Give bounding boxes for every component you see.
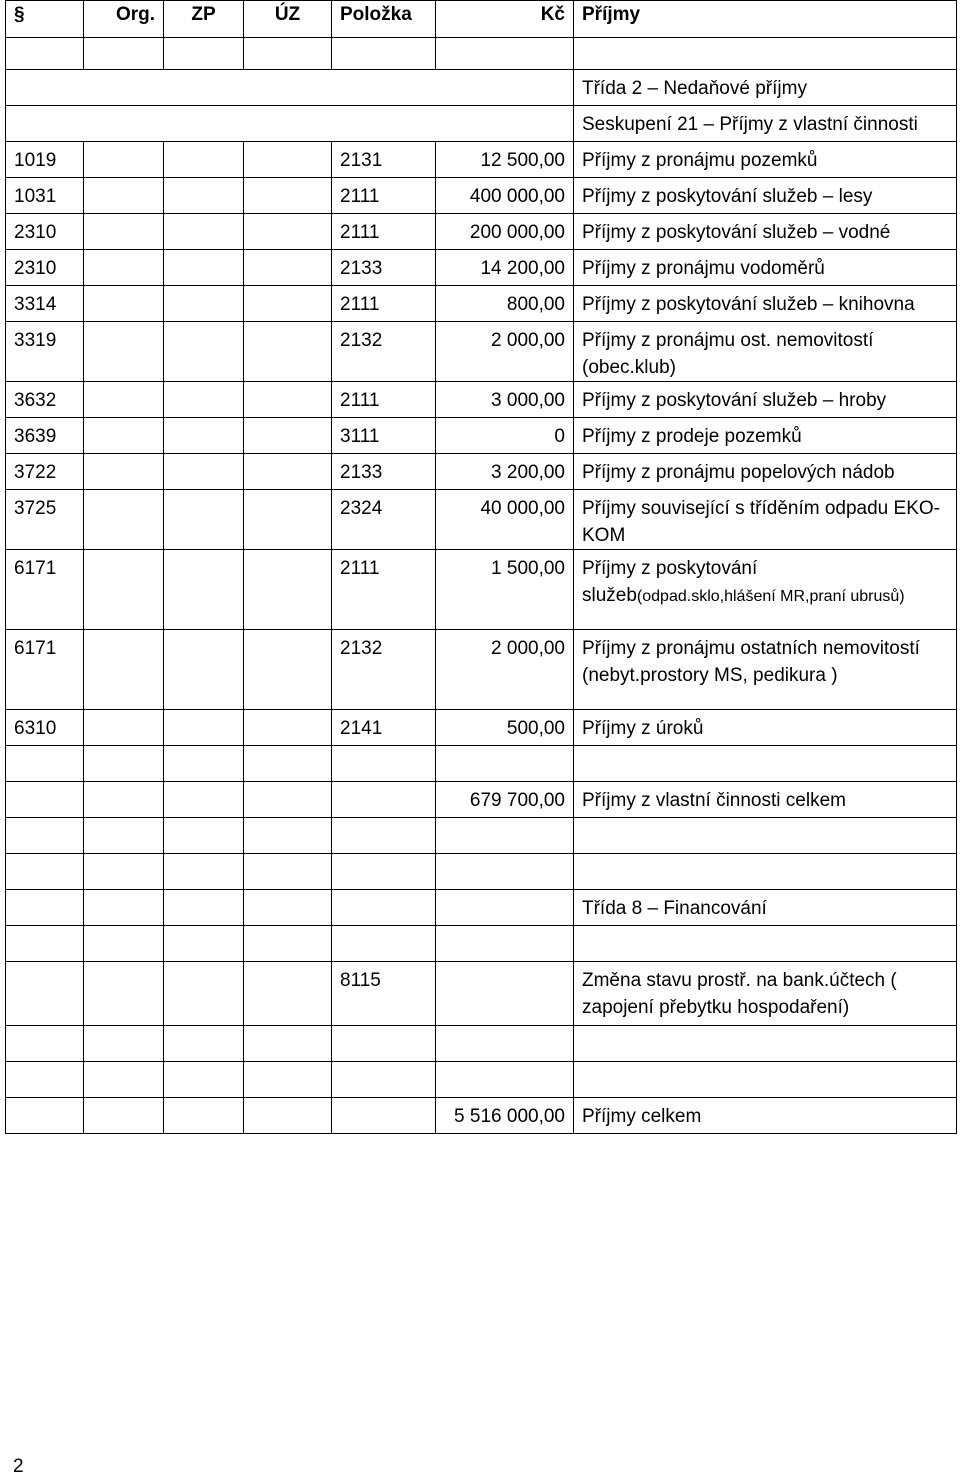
class8-pol: 8115: [332, 962, 436, 1026]
row-org: [84, 142, 164, 178]
row-uz: [244, 454, 332, 490]
row-zp: [164, 550, 244, 630]
row-uz: [244, 178, 332, 214]
table-header-row: [6, 1, 957, 38]
class8-title-row: [6, 890, 957, 926]
row-kc: 500,00: [436, 710, 574, 746]
table-row: [6, 214, 957, 250]
row-uz: [244, 550, 332, 630]
empty-row: [6, 854, 957, 890]
row-org: [84, 418, 164, 454]
row-org: [84, 630, 164, 710]
revenue-table: [5, 0, 957, 1134]
row-paragraph: 1019: [6, 142, 84, 178]
row-kc: 2 000,00: [436, 322, 574, 382]
row-org: [84, 490, 164, 550]
header-polozka: Položka: [332, 1, 436, 38]
table-row: [6, 178, 957, 214]
row-org: [84, 550, 164, 630]
row-zp: [164, 454, 244, 490]
row-description: Příjmy z prodeje pozemků: [574, 418, 957, 454]
row-kc: 0: [436, 418, 574, 454]
row-uz: [244, 250, 332, 286]
empty-row: [6, 38, 957, 70]
class2-title-row: [6, 70, 957, 106]
row-kc: 3 000,00: [436, 382, 574, 418]
table-row: [6, 630, 957, 710]
subtotal-kc: 679 700,00: [436, 782, 574, 818]
row-zp: [164, 490, 244, 550]
row-org: [84, 286, 164, 322]
group-title: Seskupení 21 – Příjmy z vlastní činnosti: [574, 106, 957, 142]
row-zp: [164, 250, 244, 286]
row-paragraph: 3319: [6, 322, 84, 382]
row-description: Příjmy z úroků: [574, 710, 957, 746]
row-polozka: 2324: [332, 490, 436, 550]
row-org: [84, 214, 164, 250]
empty-row: [6, 1026, 957, 1062]
row-org: [84, 250, 164, 286]
class8-row: [6, 962, 957, 1026]
class8-title: Třída 8 – Financování: [574, 890, 957, 926]
row-polozka: 2133: [332, 250, 436, 286]
row-zp: [164, 286, 244, 322]
total-kc: 5 516 000,00: [436, 1098, 574, 1134]
row-kc: 3 200,00: [436, 454, 574, 490]
row-paragraph: 6171: [6, 630, 84, 710]
row-paragraph: 3722: [6, 454, 84, 490]
row-kc: 12 500,00: [436, 142, 574, 178]
header-paragraph: §: [6, 1, 84, 38]
row-polozka: 2111: [332, 550, 436, 630]
row-zp: [164, 214, 244, 250]
empty-row: [6, 746, 957, 782]
row-kc: 40 000,00: [436, 490, 574, 550]
class8-desc: Změna stavu prostř. na bank.účtech ( zapojení přebytku hospodaření): [574, 962, 957, 1026]
table-row: [6, 286, 957, 322]
header-prijmy: Příjmy: [574, 1, 957, 38]
row-polozka: 2141: [332, 710, 436, 746]
row-org: [84, 710, 164, 746]
empty-row: [6, 1062, 957, 1098]
table-row: [6, 322, 957, 382]
row-polozka: 2132: [332, 322, 436, 382]
row-polozka: 2133: [332, 454, 436, 490]
table-row: [6, 382, 957, 418]
row-description-main: Příjmy z poskytování služeb: [582, 558, 758, 606]
table-row: [6, 250, 957, 286]
row-zp: [164, 322, 244, 382]
row-description: Příjmy z pronájmu ostatních nemovitostí (nebyt.prostory MS, pedikura ): [574, 630, 957, 710]
empty-row: [6, 818, 957, 854]
subtotal-label: Příjmy z vlastní činnosti celkem: [574, 782, 957, 818]
page-number: 2: [13, 1456, 24, 1477]
row-description: Příjmy z poskytování služeb – knihovna: [574, 286, 957, 322]
class2-title: Třída 2 – Nedaňové příjmy: [574, 70, 957, 106]
empty-row: [6, 926, 957, 962]
row-polozka: 2132: [332, 630, 436, 710]
row-paragraph: 2310: [6, 214, 84, 250]
table-row: [6, 490, 957, 550]
row-description: Příjmy z pronájmu popelových nádob: [574, 454, 957, 490]
table-row: [6, 418, 957, 454]
row-kc: 200 000,00: [436, 214, 574, 250]
row-kc: 1 500,00: [436, 550, 574, 630]
header-org: Org.: [84, 1, 164, 38]
row-uz: [244, 142, 332, 178]
row-zp: [164, 178, 244, 214]
row-description: [574, 550, 957, 630]
row-org: [84, 454, 164, 490]
row-uz: [244, 382, 332, 418]
row-uz: [244, 710, 332, 746]
row-polozka: 2111: [332, 286, 436, 322]
row-polozka: 2111: [332, 178, 436, 214]
row-description: Příjmy z poskytování služeb – hroby: [574, 382, 957, 418]
row-paragraph: 2310: [6, 250, 84, 286]
row-uz: [244, 418, 332, 454]
row-description: Příjmy z poskytování služeb – vodné: [574, 214, 957, 250]
table-row: [6, 142, 957, 178]
row-paragraph: 3725: [6, 490, 84, 550]
row-description: Příjmy související s tříděním odpadu EKO-KOM: [574, 490, 957, 550]
row-zp: [164, 630, 244, 710]
table-row: [6, 550, 957, 630]
row-uz: [244, 490, 332, 550]
row-zp: [164, 142, 244, 178]
total-label: Příjmy celkem: [574, 1098, 957, 1134]
row-kc: 2 000,00: [436, 630, 574, 710]
row-kc: 14 200,00: [436, 250, 574, 286]
group-title-row: [6, 106, 957, 142]
row-zp: [164, 418, 244, 454]
row-kc: 400 000,00: [436, 178, 574, 214]
row-polozka: 2111: [332, 214, 436, 250]
total-row: [6, 1098, 957, 1134]
row-uz: [244, 286, 332, 322]
row-description-note: (odpad.sklo,hlášení MR,praní ubrusů): [636, 588, 905, 605]
row-paragraph: 3632: [6, 382, 84, 418]
row-paragraph: 1031: [6, 178, 84, 214]
row-paragraph: 3639: [6, 418, 84, 454]
row-org: [84, 322, 164, 382]
row-description: Příjmy z pronájmu pozemků: [574, 142, 957, 178]
row-description: Příjmy z pronájmu vodoměrů: [574, 250, 957, 286]
table-row: [6, 454, 957, 490]
table-row: [6, 710, 957, 746]
subtotal-row: [6, 782, 957, 818]
row-polozka: 2131: [332, 142, 436, 178]
row-polozka: 2111: [332, 382, 436, 418]
row-paragraph: 3314: [6, 286, 84, 322]
row-uz: [244, 630, 332, 710]
row-uz: [244, 322, 332, 382]
row-uz: [244, 214, 332, 250]
row-polozka: 3111: [332, 418, 436, 454]
row-paragraph: 6310: [6, 710, 84, 746]
header-uz: ÚZ: [244, 1, 332, 38]
header-kc: Kč: [436, 1, 574, 38]
row-zp: [164, 382, 244, 418]
row-org: [84, 382, 164, 418]
row-org: [84, 178, 164, 214]
header-zp: ZP: [164, 1, 244, 38]
row-zp: [164, 710, 244, 746]
row-kc: 800,00: [436, 286, 574, 322]
row-description: Příjmy z poskytování služeb – lesy: [574, 178, 957, 214]
row-description: Příjmy z pronájmu ost. nemovitostí (obec.klub): [574, 322, 957, 382]
row-paragraph: 6171: [6, 550, 84, 630]
